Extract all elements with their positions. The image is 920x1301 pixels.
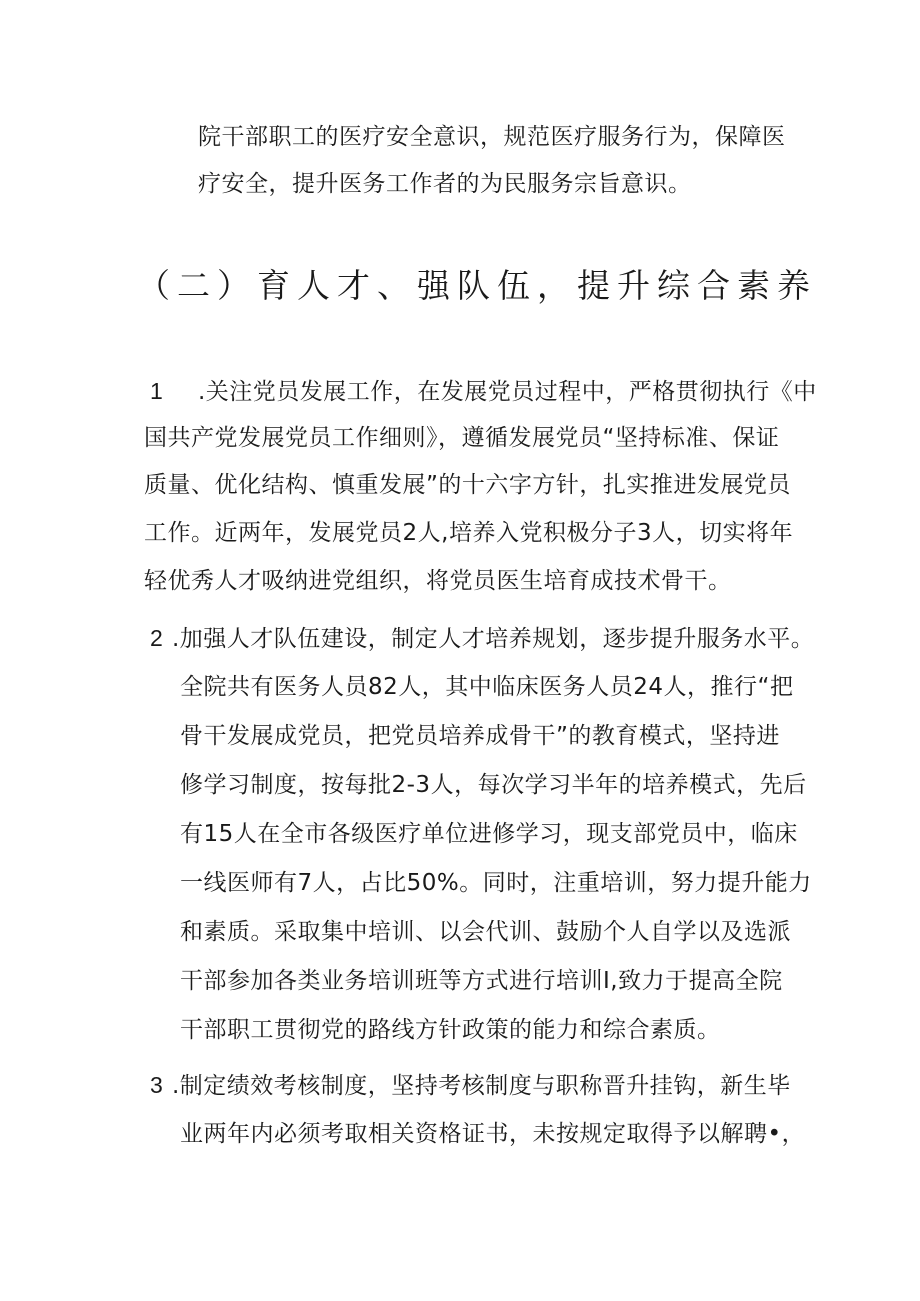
item-3-line-2: 业两年内必须考取相关资格证书，未按规定取得予以解聘•，: [180, 1121, 806, 1147]
item-3-number: 3: [150, 1072, 164, 1098]
item-1-line-2: 国共产党发展党员工作细则》，遵循发展党员“坚持标准、保证: [144, 425, 780, 451]
item-2-line-4: 修学习制度，按每批2-3人，每次学习半年的培养模式，先后: [180, 772, 807, 798]
item-2-text: .加强人才队伍建设，制定人才培养规划，逐步提升服务水平。: [172, 626, 815, 652]
item-2-line-9: 干部职工贯彻党的路线方针政策的能力和综合素质。: [180, 1017, 721, 1043]
item-1-line-1: [150, 376, 817, 407]
item-3-line-1: [150, 1070, 791, 1101]
item-2-line-3: 骨干发展成党员，把党员培养成骨干”的教育模式，坚持进: [180, 723, 780, 749]
intro-line-2: 疗安全，提升医务工作者的为民服务宗旨意识。: [198, 171, 692, 197]
item-2-line-7: 和素质。采取集中培训、以会代训、鼓励个人自学以及选派: [180, 919, 791, 945]
item-2-line-2: 全院共有医务人员82人，其中临床医务人员24人，推行“把: [180, 674, 794, 700]
item-2-line-1: [150, 623, 814, 654]
item-1-line-3: 质量、优化结构、慎重发展”的十六字方针，扎实推进发展党员: [144, 472, 791, 498]
intro-line-1: 院干部职工的医疗安全意识，规范医疗服务行为，保障医: [198, 124, 786, 150]
item-2-line-8: 干部参加各类业务培训班等方式进行培训I,致力于提高全院: [180, 968, 783, 994]
item-2-number: 2: [150, 625, 164, 651]
item-1-text: .关注党员发展工作，在发展党员过程中，严格贯彻执行《中: [198, 379, 817, 405]
item-1-line-4: 工作。近两年，发展党员2人,培养入党积极分子3人，切实将年: [144, 520, 794, 546]
item-2-line-6: 一线医师有7人，占比50%。同时，注重培训，努力提升能力: [180, 870, 812, 896]
item-3-text: .制定绩效考核制度，坚持考核制度与职称晋升挂钩，新生毕: [172, 1073, 791, 1099]
item-1-number: 1: [150, 378, 164, 404]
item-2-line-5: 有15人在全市各级医疗单位进修学习，现支部党员中，临床: [180, 821, 798, 847]
item-1-line-5: 轻优秀人才吸纳进党组织，将党员医生培育成技术骨干。: [144, 568, 732, 594]
section-heading: （二）育人才、强队伍，提升综合素养: [137, 266, 817, 305]
